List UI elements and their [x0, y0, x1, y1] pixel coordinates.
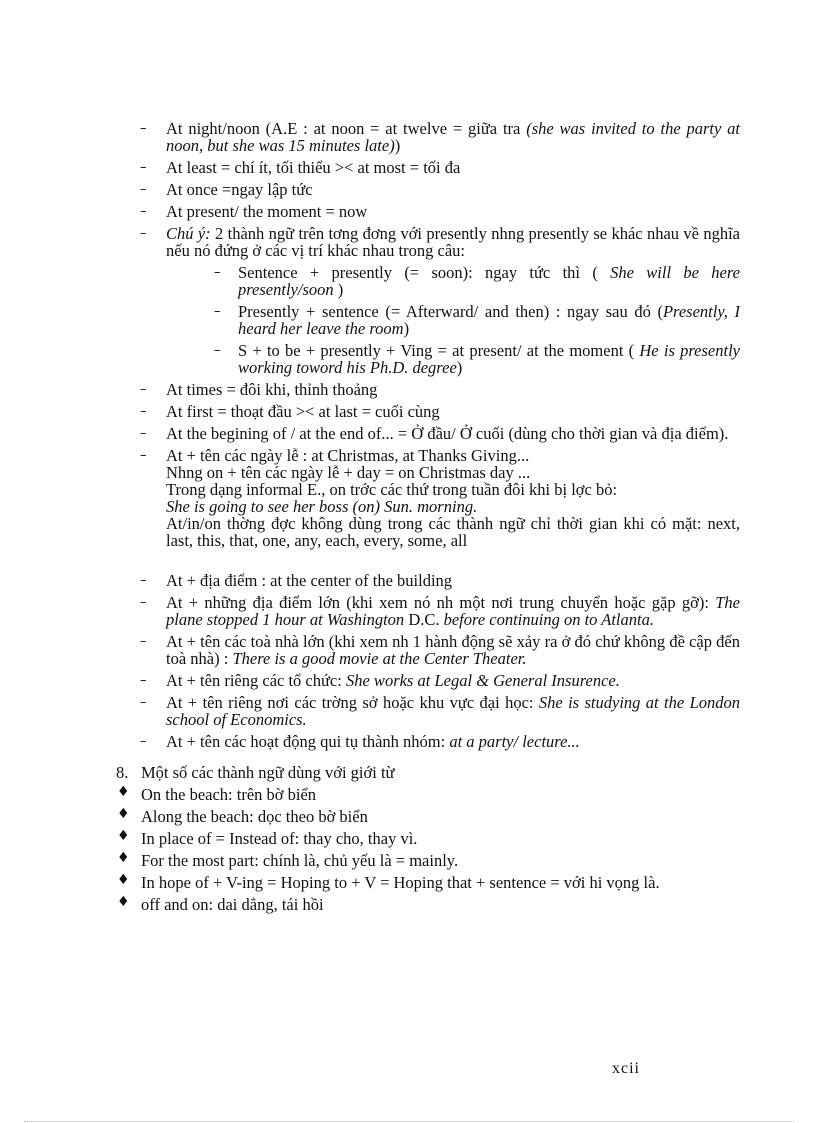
list-item-holidays: – At + tên các ngày lễ : at Christmas, at Thanks Giving... Nhng on + tên các ngày lễ + day = on Christmas day ... Trong dạng informal E., on trớc các thứ trong tuần đôi khi bị lợc bỏ: She is going to see her boss (on) Sun. morning. At/in/on thờng đợc không dùng trong các thành ngữ chỉ thời gian khi có mặt: next, last, this, that, one, any, each, every, some, all — [140, 446, 740, 550]
diamond-bullet-icon: ♦ — [117, 784, 130, 800]
sub-list-item: – S + to be + presently + Ving = at present/ at the moment ( He is presently working toword his Ph.D. degree) — [214, 341, 740, 377]
bullet-item: ♦ On the beach: trên bờ biển — [117, 784, 317, 804]
list-item: – At + địa điểm : at the center of the building — [140, 571, 453, 590]
list-item: – At once =ngay lập tức — [140, 180, 313, 199]
dash-bullet: – — [140, 673, 147, 688]
dash-bullet: – — [214, 343, 221, 358]
dash-bullet: – — [214, 304, 221, 319]
bullet-item: ♦ Along the beach: dọc theo bờ biển — [117, 806, 368, 826]
section-number: 8. — [116, 763, 129, 782]
dash-bullet: – — [140, 404, 147, 419]
list-item: – At the begining of / at the end of... = Ở đầu/ Ở cuối (dùng cho thời gian và địa điểm). — [140, 424, 729, 443]
page-content — [116, 120, 740, 918]
dash-bullet: – — [140, 160, 147, 175]
list-item: – At + những địa điểm lớn (khi xem nó nh một nơi trung chuyển hoặc gặp gỡ): The plane stopped 1 hour at Washington D.C. before continuing on to Atlanta. — [140, 593, 740, 629]
section-heading — [116, 764, 740, 781]
dash-bullet: – — [140, 634, 147, 649]
list-item: – At night/noon (A.E : at noon = at twelve = giữa tra (she was invited to the party at noon, but she was 15 minutes late)) — [140, 119, 740, 155]
dash-bullet: – — [140, 595, 147, 610]
dash-bullet: – — [140, 695, 147, 710]
list-item: – At present/ the moment = now — [140, 202, 368, 221]
bullet-item: ♦ In place of = Instead of: thay cho, thay vì. — [117, 828, 418, 848]
sub-list-item: – Sentence + presently (= soon): ngay tức thì ( She will be here presently/soon ) — [214, 263, 740, 299]
dash-bullet: – — [214, 265, 221, 280]
page-bottom-rule — [24, 1121, 794, 1122]
dash-bullet: – — [140, 182, 147, 197]
list-item: – At times = đôi khi, thỉnh thoảng — [140, 380, 378, 399]
spacer — [116, 554, 740, 572]
diamond-bullet-icon: ♦ — [117, 828, 130, 844]
dash-bullet: – — [140, 573, 147, 588]
diamond-bullet-icon: ♦ — [117, 806, 130, 822]
dash-bullet: – — [140, 734, 147, 749]
bullet-item: ♦ For the most part: chính là, chủ yếu là = mainly. — [117, 850, 459, 870]
list-item: – At + tên các hoạt động qui tụ thành nhóm: at a party/ lecture... — [140, 732, 580, 751]
dash-bullet: – — [140, 204, 147, 219]
list-item: – At least = chí ít, tối thiểu >< at most = tối đa — [140, 158, 461, 177]
dash-bullet: – — [140, 448, 147, 463]
dash-bullet: – — [140, 226, 147, 241]
list-item: – At first = thoạt đầu >< at last = cuối cùng — [140, 402, 440, 421]
diamond-bullet-icon: ♦ — [117, 872, 130, 888]
page-number: xcii — [612, 1060, 640, 1077]
list-item: – At + tên các toà nhà lớn (khi xem nh 1 hành động sẽ xảy ra ở đó chứ không đề cập đến toà nhà) : There is a good movie at the Center Theater. — [140, 632, 740, 668]
list-item: – At + tên riêng nơi các trờng sở hoặc khu vực đại học: She is studying at the London school of Economics. — [140, 693, 740, 729]
list-item-note: – Chú ý: 2 thành ngữ trên tơng đơng với presently nhng presently se khác nhau về nghĩa nếu nó đứng ở các vị trí khác nhau trong câu: — [140, 224, 740, 260]
diamond-bullet-icon: ♦ — [117, 850, 130, 866]
sub-list-item: – Presently + sentence (= Afterward/ and then) : ngay sau đó (Presently, I heard her leave the room) — [214, 302, 740, 338]
section-title: Một số các thành ngữ dùng với giới từ — [141, 763, 395, 782]
dash-bullet: – — [140, 121, 147, 136]
dash-bullet: – — [140, 382, 147, 397]
dash-bullet: – — [140, 426, 147, 441]
list-item: – At + tên riêng các tổ chức: She works at Legal & General Insurence. — [140, 671, 620, 690]
diamond-bullet-icon: ♦ — [117, 894, 130, 910]
bullet-item: ♦ off and on: dai dẳng, tái hồi — [117, 894, 324, 914]
bullet-item: ♦ In hope of + V-ing = Hoping to + V = Hoping that + sentence = với hi vọng là. — [117, 872, 660, 892]
